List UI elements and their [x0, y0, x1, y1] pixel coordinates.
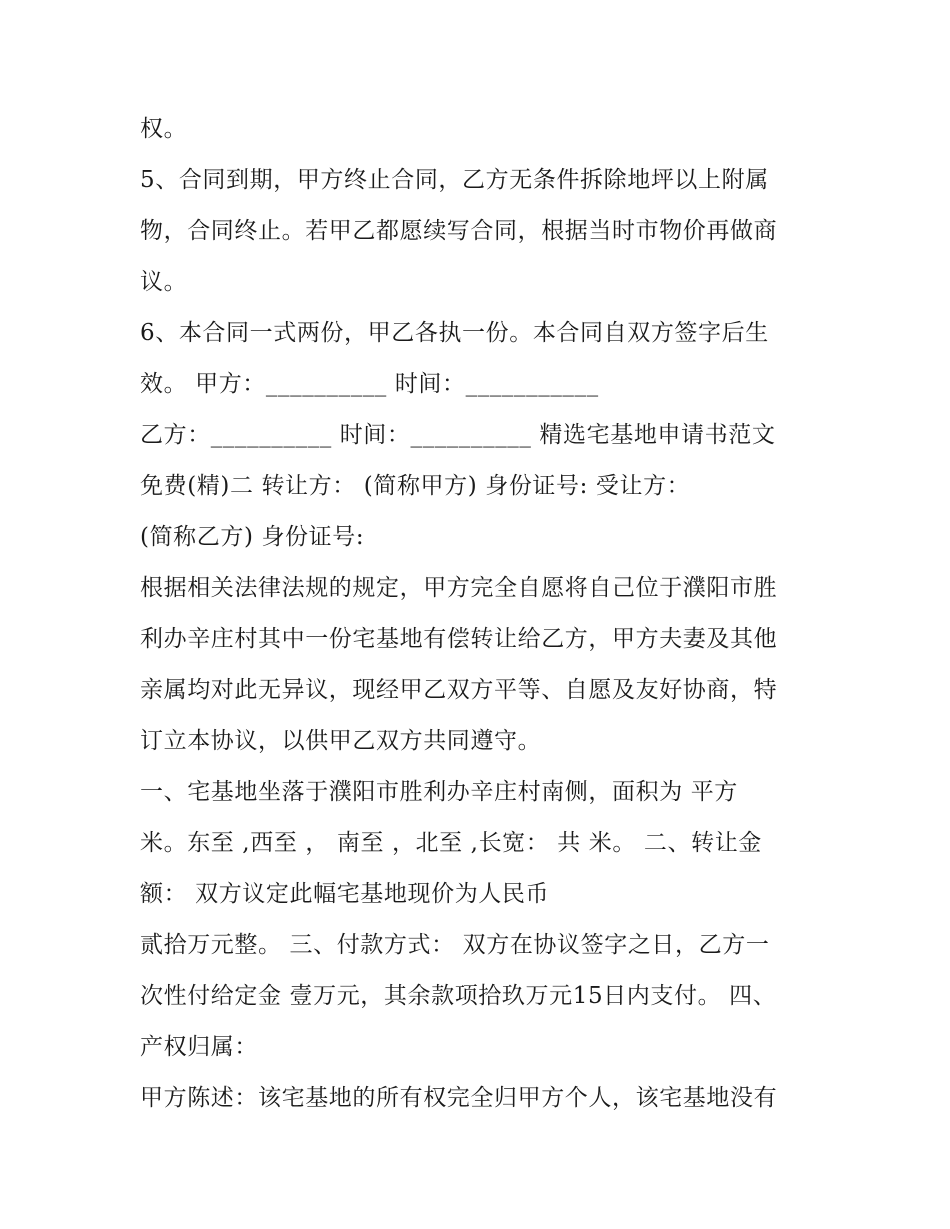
text-line: 乙方：__________ 时间：__________ 精选宅基地申请书范文 [140, 422, 776, 448]
text-line: (简称乙方) 身份证号: [140, 524, 365, 550]
text-line: 物，合同终止。若甲乙都愿续写合同，根据当时市物价再做商 [140, 218, 778, 244]
text-line: 一、宅基地坐落于濮阳市胜利办辛庄村南侧，面积为 平方 [140, 779, 738, 805]
text-line: 利办辛庄村其中一份宅基地有偿转让给乙方，甲方夫妻及其他 [140, 626, 778, 652]
text-line: 权。 [140, 116, 188, 142]
text-line: 产权归属： [140, 1034, 258, 1060]
text-line: 根据相关法律法规的规定，甲方完全自愿将自己位于濮阳市胜 [140, 575, 778, 601]
document-body [140, 104, 820, 1124]
text-line: 亲属均对此无异议，现经甲乙双方平等、自愿及友好协商，特 [140, 677, 778, 703]
text-line: 甲方陈述：该宅基地的所有权完全归甲方个人，该宅基地没有 [140, 1085, 778, 1111]
text-line: 贰拾万元整。 三、付款方式： 双方在协议签字之日，乙方一 [140, 932, 770, 958]
text-line: 6、本合同一式两份，甲乙各执一份。本合同自双方签字后生 [140, 320, 769, 346]
text-line: 米。东至 ,西至 ， 南至 ，北至 ,长宽： 共 米。 二、转让金 [140, 830, 762, 856]
text-line: 免费(精)二 转让方： (简称甲方) 身份证号: 受让方： [140, 473, 691, 499]
text-line: 议。 [140, 269, 188, 295]
text-line: 效。 甲方：__________ 时间：___________ [140, 371, 599, 397]
text-line: 额： 双方议定此幅宅基地现价为人民币 [140, 881, 550, 907]
text-line: 5、合同到期，甲方终止合同，乙方无条件拆除地坪以上附属 [140, 167, 769, 193]
text-line: 次性付给定金 壹万元，其余款项拾玖万元15日内支付。 四、 [140, 983, 777, 1009]
text-line: 订立本协议，以供甲乙双方共同遵守。 [140, 728, 542, 754]
